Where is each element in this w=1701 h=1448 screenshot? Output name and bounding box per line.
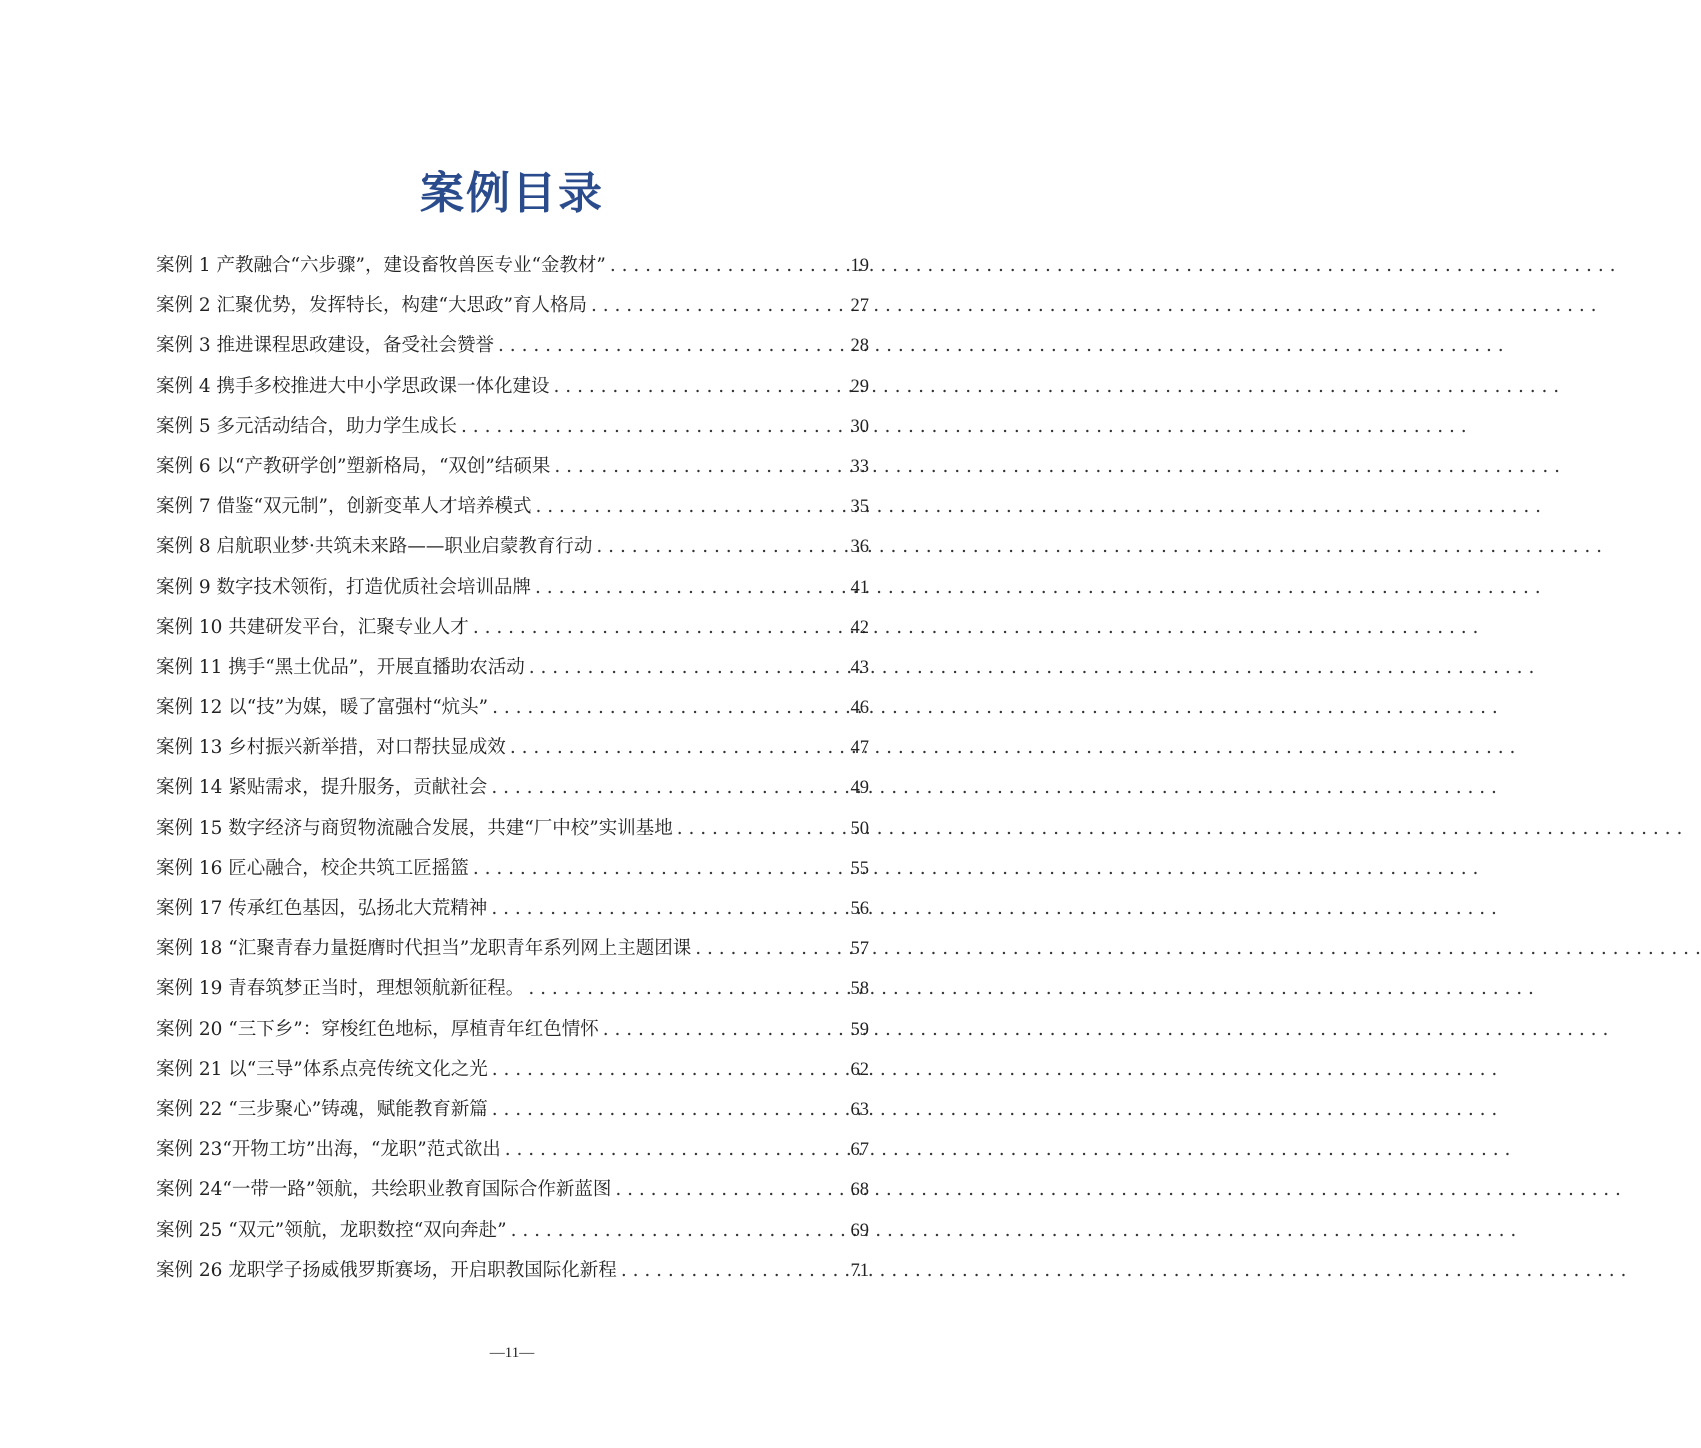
toc-entry-page: 43 [850,657,869,678]
toc-entry-page: 35 [850,497,869,518]
toc-entry-8[interactable] [156,527,869,567]
dot-leader [535,568,846,608]
toc-entry-title: 案例 10 共建研发平台，汇聚专业人才 [156,616,469,638]
toc-entry-page: 55 [850,858,869,879]
toc-entry-title: 案例 5 多元活动结合，助力学生成长 [156,415,458,437]
page-title: 案例目录 [420,168,604,220]
toc-entry-page: 30 [850,416,869,437]
toc-entry-title: 案例 16 匠心融合，校企共筑工匠摇篮 [156,857,469,879]
toc-entry-title: 案例 21 以“三导”体系点亮传统文化之光 [156,1058,488,1080]
toc-entry-page: 67 [850,1140,869,1161]
toc-entry-page: 49 [850,778,869,799]
toc-entry-page: 36 [850,537,869,558]
toc-entry-title: 案例 19 青春筑梦正当时，理想领航新征程。 [156,978,525,1000]
page-footer-number: —11— [489,1345,535,1361]
toc-entry-title: 案例 12 以“技”为媒，暖了富强村“炕头” [156,697,489,719]
dot-leader [603,1010,847,1050]
dot-leader [677,809,847,849]
toc-entry-page: 63 [850,1099,869,1120]
toc-entry-title: 案例 6 以“产教研学创”塑新格局，“双创”结硕果 [156,455,551,477]
toc-entry-25[interactable] [156,1211,869,1251]
toc-entry-title: 案例 14 紧贴需求，提升服务，贡献社会 [156,777,488,799]
toc-entry-page: 71 [850,1260,869,1281]
dot-leader [596,527,846,567]
toc-entry-title: 案例 17 传承红色基因，弘扬北大荒精神 [156,898,488,919]
dot-leader [554,447,846,487]
toc-entry-22[interactable] [156,1090,869,1130]
toc-entry-title: 案例 2 汇聚优势，发挥特长，构建“大思政”育人格局 [156,295,587,317]
toc-entry-page: 56 [850,899,869,919]
toc-entry-title: 案例 23“开物工坊”出海，“龙职”范式欲出 [156,1139,501,1161]
toc-entry-page: 33 [850,456,869,477]
toc-entry-5[interactable] [156,407,869,447]
dot-leader [492,1090,847,1130]
toc-entry-16[interactable] [156,849,869,889]
dot-leader [511,1211,847,1251]
toc-entry-page: 29 [850,376,869,397]
toc-entry-10[interactable] [156,608,869,648]
toc-entry-24[interactable] [156,1170,869,1210]
toc-entry-15[interactable] [156,809,869,849]
dot-leader [695,929,846,969]
toc-entry-4[interactable] [156,367,869,407]
toc-entry-page: 19 [850,256,869,276]
dot-leader [528,969,846,1009]
dot-leader [492,1050,847,1090]
toc-entry-page: 50 [850,818,869,839]
toc-entry-title: 案例 13 乡村振兴新举措，对口帮扶显成效 [156,737,506,759]
toc-entry-page: 27 [850,296,869,317]
toc-entry-title: 案例 3 推进课程思政建设，备受社会赞誉 [156,335,495,357]
toc-entry-title: 案例 1 产教融合“六步骤”，建设畜牧兽医专业“金教材” [156,255,606,276]
dot-leader [529,648,847,688]
toc-entry-title: 案例 8 启航职业梦·共筑未来路——职业启蒙教育行动 [156,536,593,558]
toc-entry-7[interactable] [156,487,869,527]
toc-entry-9[interactable] [156,568,869,608]
toc-entry-19[interactable] [156,969,869,1009]
toc-entry-title: 案例 22 “三步聚心”铸魂，赋能教育新篇 [156,1098,488,1120]
toc-entry-1[interactable] [156,246,869,286]
toc-entry-17[interactable] [156,889,869,929]
dot-leader [491,889,846,929]
dot-leader [473,849,847,889]
toc-entry-page: 41 [850,577,869,598]
toc-entry-21[interactable] [156,1050,869,1090]
toc-entry-13[interactable] [156,728,869,768]
dot-leader [554,367,847,407]
toc-entry-12[interactable] [156,688,869,728]
table-of-contents [156,246,869,1291]
dot-leader [492,688,846,728]
dot-leader [505,1130,847,1170]
toc-entry-14[interactable] [156,768,869,808]
toc-entry-11[interactable] [156,648,869,688]
toc-entry-title: 案例 15 数字经济与商贸物流融合发展，共建“厂中校”实训基地 [156,817,673,839]
toc-entry-page: 28 [850,336,869,357]
toc-entry-3[interactable] [156,326,869,366]
dot-leader [610,246,847,286]
toc-entry-title: 案例 11 携手“黑土优品”，开展直播助农活动 [156,656,525,678]
toc-entry-page: 62 [850,1059,869,1080]
dot-leader [591,286,847,326]
toc-entry-title: 案例 9 数字技术领衔，打造优质社会培训品牌 [156,576,532,598]
toc-entry-page: 59 [850,1019,869,1040]
toc-entry-title: 案例 25 “双元”领航，龙职数控“双向奔赴” [156,1219,507,1241]
toc-entry-title: 案例 26 龙职学子扬威俄罗斯赛场，开启职教国际化新程 [156,1259,617,1281]
toc-entry-2[interactable] [156,286,869,326]
dot-leader [491,768,846,808]
dot-leader [621,1251,847,1291]
dot-leader [615,1170,846,1210]
toc-entry-title: 案例 18 “汇聚青春力量挺膺时代担当”龙职青年系列网上主题团课 [156,938,692,960]
toc-entry-6[interactable] [156,447,869,487]
toc-entry-page: 68 [850,1180,869,1201]
dot-leader [461,407,846,447]
dot-leader [510,728,847,768]
toc-entry-page: 69 [850,1220,869,1241]
toc-entry-20[interactable] [156,1010,869,1050]
toc-entry-18[interactable] [156,929,869,969]
toc-entry-title: 案例 24“一带一路”领航，共绘职业教育国际合作新蓝图 [156,1179,612,1201]
toc-entry-title: 案例 20 “三下乡”：穿梭红色地标，厚植青年红色情怀 [156,1018,599,1040]
toc-entry-23[interactable] [156,1130,869,1170]
toc-entry-page: 42 [850,617,869,638]
toc-entry-page: 58 [850,979,869,1000]
toc-entry-page: 46 [850,698,869,719]
dot-leader [473,608,847,648]
toc-entry-26[interactable] [156,1251,869,1291]
toc-entry-title: 案例 4 携手多校推进大中小学思政课一体化建设 [156,375,550,397]
dot-leader [535,487,846,527]
toc-entry-page: 57 [850,939,869,960]
dot-leader [498,326,846,366]
toc-entry-title: 案例 7 借鉴“双元制”，创新变革人才培养模式 [156,496,532,518]
toc-entry-page: 47 [850,738,869,759]
